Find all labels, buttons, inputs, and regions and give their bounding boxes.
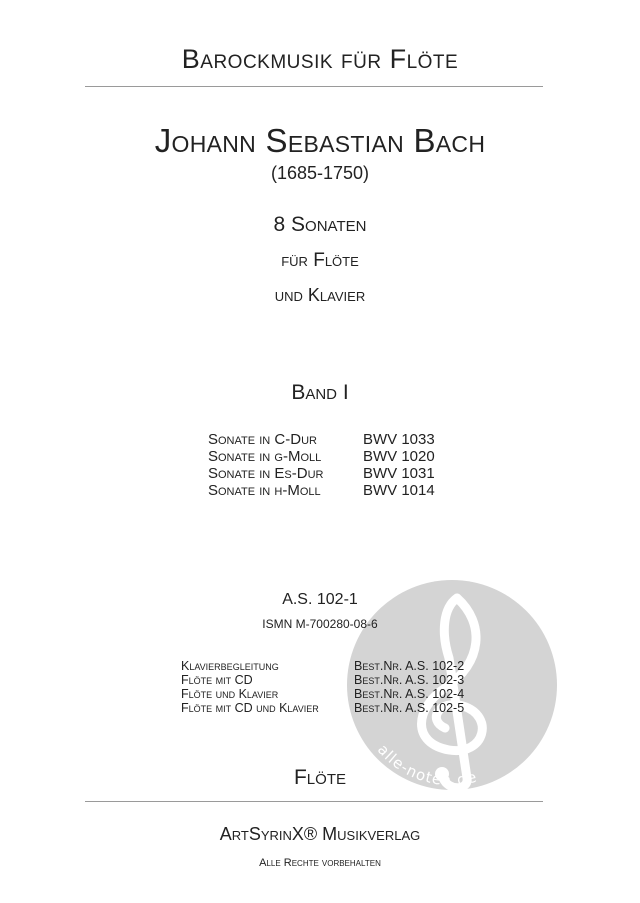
edition-name: Flöte mit CD [181, 673, 253, 687]
top-divider [85, 86, 543, 87]
edition-name: Klavierbegleitung [181, 659, 279, 673]
ismn-number: ISMN M-700280-08-6 [262, 617, 378, 631]
series-title: Barockmusik für Flöte [181, 44, 459, 74]
edition-item [181, 687, 464, 701]
edition-order-number: Best.Nr. A.S. 102-5 [354, 701, 465, 715]
edition-name: Flöte mit CD und Klavier [181, 701, 319, 715]
catalog-number: A.S. 102-1 [282, 591, 358, 608]
edition-item [181, 659, 464, 673]
sonata-name: Sonate in g-Moll [208, 448, 322, 465]
part-label: Flöte [293, 766, 346, 789]
sonata-bwv: BWV 1033 [363, 431, 435, 448]
sonata-name: Sonate in h-Moll [208, 482, 321, 499]
rights-notice: Alle Rechte vorbehalten [259, 857, 381, 869]
volume-label: Band I [291, 381, 349, 404]
edition-name: Flöte und Klavier [181, 687, 279, 701]
accompaniment-line: und Klavier [274, 285, 366, 305]
watermark-text: alle-noten.de [373, 740, 480, 790]
sonata-list [208, 431, 435, 499]
sonata-name: Sonate in Es-Dur [208, 465, 324, 482]
edition-list [181, 659, 464, 715]
sonata-bwv: BWV 1020 [363, 448, 435, 465]
publisher-name: ArtSyrinX® Musikverlag [219, 824, 421, 844]
edition-order-number: Best.Nr. A.S. 102-3 [354, 673, 465, 687]
sonata-name: Sonate in C-Dur [208, 431, 317, 448]
sonata-item [208, 431, 435, 448]
composer-dates: (1685-1750) [270, 163, 370, 183]
edition-order-number: Best.Nr. A.S. 102-2 [354, 659, 465, 673]
edition-order-number: Best.Nr. A.S. 102-4 [354, 687, 465, 701]
edition-item [181, 701, 464, 715]
work-title: 8 Sonaten [273, 213, 367, 236]
sonata-item [208, 465, 435, 482]
composer-name: Johann Sebastian Bach [154, 122, 486, 159]
bottom-divider [85, 801, 543, 802]
edition-item [181, 673, 464, 687]
sonata-bwv: BWV 1014 [363, 482, 435, 499]
sonata-item [208, 448, 435, 465]
sonata-bwv: BWV 1031 [363, 465, 435, 482]
instrument-line: für Flöte [281, 250, 359, 271]
sonata-item [208, 482, 435, 499]
